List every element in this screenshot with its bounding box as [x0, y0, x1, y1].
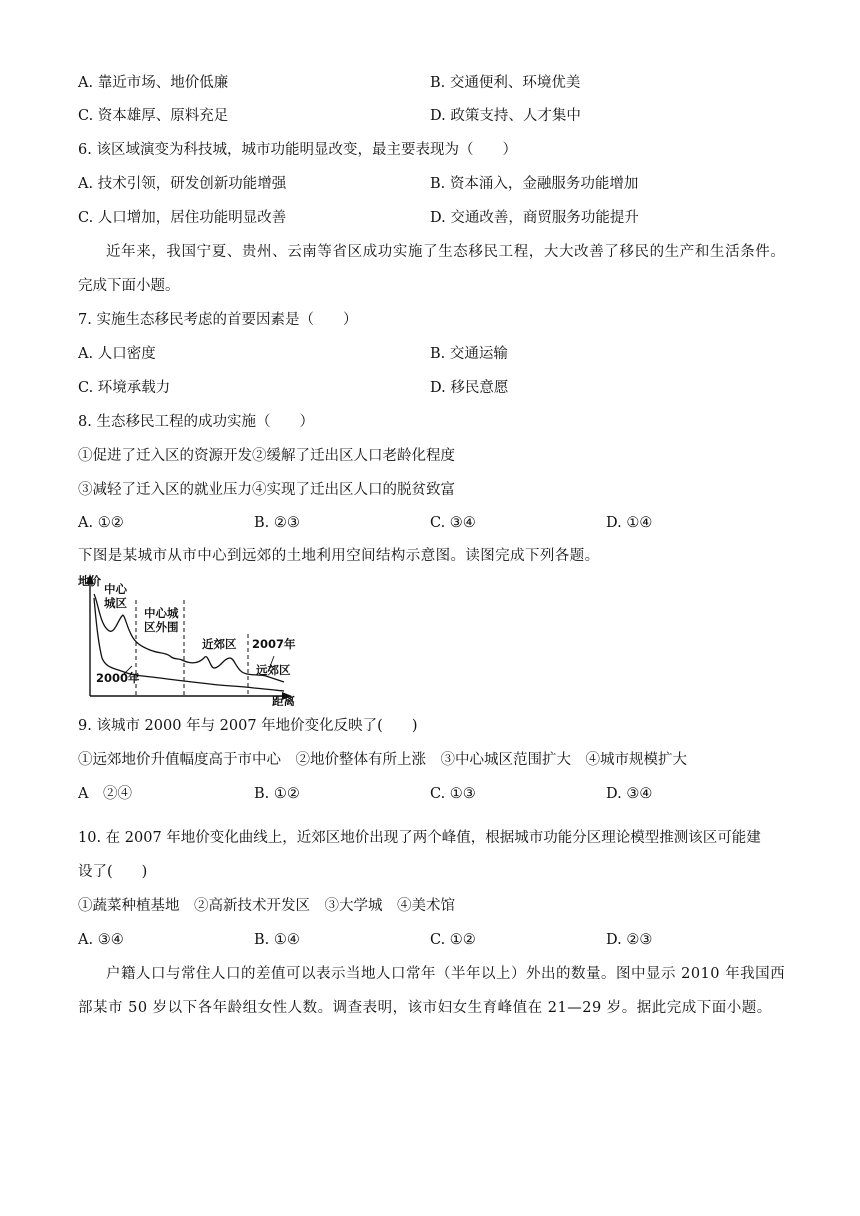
q10-option-b: B. ①④: [254, 932, 300, 948]
q7-options-row-2: [78, 378, 820, 398]
passage1-line2: 完成下面小题。: [78, 278, 180, 294]
q6-stem: 6. 该区域演变为科技城，城市功能明显改变，最主要表现为（ ）: [78, 142, 517, 158]
q6-option-a: A. 技术引领，研发创新功能增强: [78, 176, 287, 192]
q5-option-c: C. 资本雄厚、原料充足: [78, 108, 229, 124]
q6-option-c: C. 人口增加，居住功能明显改善: [78, 210, 287, 226]
q6-options-row-1: [78, 174, 820, 194]
zone-label-periphery-line1: 中心城: [144, 606, 179, 620]
q9-option-d: D. ③④: [606, 786, 653, 802]
q8-option-a: A. ①②: [78, 515, 124, 531]
q10-option-d: D. ②③: [606, 932, 653, 948]
q10-stem-line2: 设了( ): [78, 864, 148, 880]
q7-option-a: A. 人口密度: [78, 346, 156, 362]
x-axis-label: 距离: [272, 694, 295, 706]
q10-options-row: [78, 930, 820, 950]
q8-option-b: B. ②③: [254, 515, 300, 531]
q9-option-c: C. ①③: [430, 786, 476, 802]
zone-label-periphery-line2: 区外围: [144, 620, 179, 634]
q7-option-c: C. 环境承载力: [78, 380, 171, 396]
q5-options-row-2: [78, 106, 820, 126]
q7-option-b: B. 交通运输: [430, 346, 508, 362]
q8-option-c: C. ③④: [430, 515, 476, 531]
zone-label-outer-suburb: 远郊区: [256, 663, 291, 677]
passage3-line2: 部某市 50 岁以下各年龄组女性人数。调查表明，该市妇女生育峰值在 21—29 岁。据此完成下面小题。: [78, 1000, 772, 1016]
q10-option-c: C. ①②: [430, 932, 476, 948]
q6-options-row-2: [78, 208, 820, 228]
q7-option-d: D. 移民意愿: [430, 380, 509, 396]
q7-options-row-1: [78, 344, 820, 364]
y-axis-label: 地价: [78, 574, 101, 588]
q5-option-b: B. 交通便利、环境优美: [430, 75, 581, 91]
zone-label-central-line1: 中心: [104, 582, 127, 596]
passage2: 下图是某城市从市中心到远郊的土地利用空间结构示意图。读图完成下列各题。: [78, 548, 600, 564]
passage3-line1: 户籍人口与常住人口的差值可以表示当地人口常年（半年以上）外出的数量。图中显示 2010 年我国西: [106, 966, 786, 982]
q10-option-a: A. ③④: [78, 932, 124, 948]
land-price-chart: [74, 572, 306, 706]
q10-stem-line1: 10. 在 2007 年地价变化曲线上，近郊区地价出现了两个峰值，根据城市功能分区理论模型推测该区可能建: [78, 830, 761, 846]
q5-options-row-1: [78, 73, 820, 93]
q6-option-b: B. 资本涌入，金融服务功能增加: [430, 176, 639, 192]
q8-stem: 8. 生态移民工程的成功实施（ ）: [78, 414, 314, 430]
q9-stem: 9. 该城市 2000 年与 2007 年地价变化反映了( ): [78, 718, 418, 734]
q9-items: ①远郊地价升值幅度高于市中心 ②地价整体有所上涨 ③中心城区范围扩大 ④城市规模扩大: [78, 752, 687, 768]
q9-options-row: [78, 784, 820, 804]
zone-label-central-line2: 城区: [104, 596, 127, 610]
q6-option-d: D. 交通改善，商贸服务功能提升: [430, 210, 639, 226]
q8-option-d: D. ①④: [606, 515, 653, 531]
zone-label-suburb: 近郊区: [202, 637, 237, 651]
series-label-2007: 2007年: [252, 637, 296, 651]
q8-item-line-1: ①促进了迁入区的资源开发②缓解了迁出区人口老龄化程度: [78, 448, 455, 464]
q9-option-b: B. ①②: [254, 786, 300, 802]
q9-option-a: A ②④: [78, 786, 132, 802]
q5-option-d: D. 政策支持、人才集中: [430, 108, 581, 124]
q5-option-a: A. 靠近市场、地价低廉: [78, 75, 229, 91]
passage1-line1: 近年来，我国宁夏、贵州、云南等省区成功实施了生态移民工程，大大改善了移民的生产和生活条件。: [106, 244, 786, 260]
q8-options-row: [78, 513, 820, 533]
q7-stem: 7. 实施生态移民考虑的首要因素是（ ）: [78, 312, 358, 328]
q8-item-line-2: ③减轻了迁入区的就业压力④实现了迁出区人口的脱贫致富: [78, 482, 455, 498]
q10-items: ①蔬菜种植基地 ②高新技术开发区 ③大学城 ④美术馆: [78, 898, 455, 914]
series-label-2000: 2000年: [96, 671, 140, 685]
